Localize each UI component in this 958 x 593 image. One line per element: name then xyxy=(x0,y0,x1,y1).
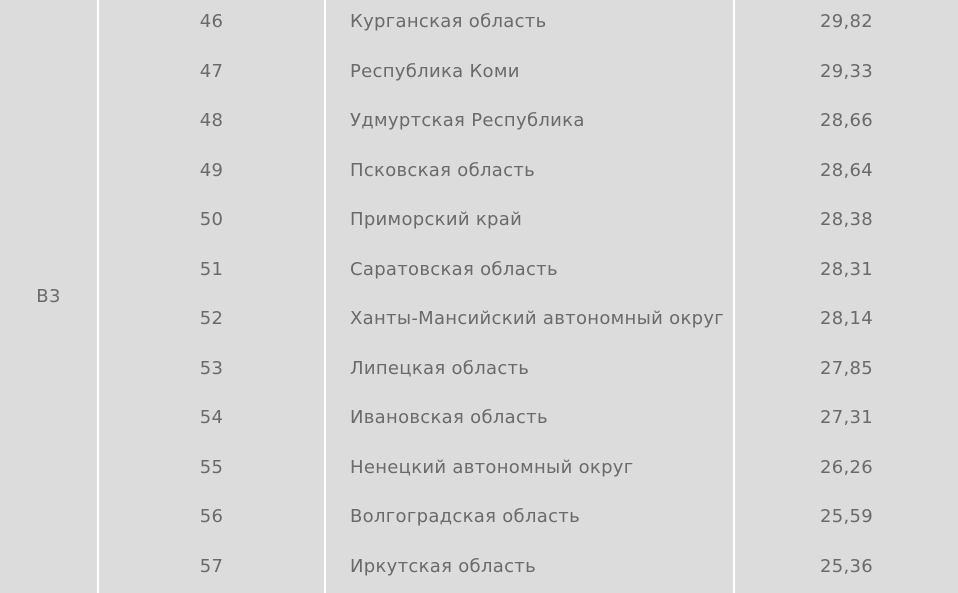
table-row xyxy=(99,542,958,592)
rank-cell: 52 xyxy=(199,308,224,330)
score-cell: 28,66 xyxy=(819,110,874,132)
table-row xyxy=(99,47,958,97)
region-cell: Иркутская область xyxy=(350,555,536,577)
table-body xyxy=(99,0,958,591)
rank-cell: 48 xyxy=(199,110,224,132)
region-cell: Псковская область xyxy=(350,159,536,181)
region-cell: Курганская область xyxy=(350,11,547,33)
rank-cell: 56 xyxy=(199,506,224,528)
score-cell: 26,26 xyxy=(819,456,874,478)
table-row xyxy=(99,195,958,245)
rank-cell: 53 xyxy=(199,357,224,379)
table-row xyxy=(99,146,958,196)
region-cell: Ханты-Мансийский автономный округ xyxy=(350,308,725,330)
rank-cell: 49 xyxy=(199,159,224,181)
score-cell: 29,82 xyxy=(819,11,874,33)
table-row xyxy=(99,0,958,47)
table-row xyxy=(99,443,958,493)
rank-cell: 47 xyxy=(199,60,224,82)
region-cell: Республика Коми xyxy=(350,60,520,82)
region-cell: Волгоградская область xyxy=(350,506,580,528)
table-row xyxy=(99,492,958,542)
score-cell: 27,85 xyxy=(819,357,874,379)
region-cell: Ивановская область xyxy=(350,407,548,429)
region-cell: Ненецкий автономный округ xyxy=(350,456,634,478)
score-cell: 29,33 xyxy=(819,60,874,82)
score-cell: 28,31 xyxy=(819,258,874,280)
table-row xyxy=(99,245,958,295)
region-cell: Удмуртская Республика xyxy=(350,110,585,132)
score-cell: 25,59 xyxy=(819,506,874,528)
table-row xyxy=(99,393,958,443)
score-cell: 28,14 xyxy=(819,308,874,330)
table-row xyxy=(99,294,958,344)
score-cell: 25,36 xyxy=(819,555,874,577)
rank-cell: 50 xyxy=(199,209,224,231)
region-cell: Липецкая область xyxy=(350,357,530,379)
table-row xyxy=(99,344,958,394)
region-cell: Приморский край xyxy=(350,209,523,231)
region-cell: Саратовская область xyxy=(350,258,558,280)
rank-cell: 57 xyxy=(199,555,224,577)
table-row xyxy=(99,96,958,146)
rank-cell: 54 xyxy=(199,407,224,429)
rank-cell: 46 xyxy=(199,11,224,33)
score-cell: 28,64 xyxy=(819,159,874,181)
score-cell: 27,31 xyxy=(819,407,874,429)
rank-cell: 55 xyxy=(199,456,224,478)
score-cell: 28,38 xyxy=(819,209,874,231)
group-label: B3 xyxy=(36,286,61,307)
rank-cell: 51 xyxy=(199,258,224,280)
